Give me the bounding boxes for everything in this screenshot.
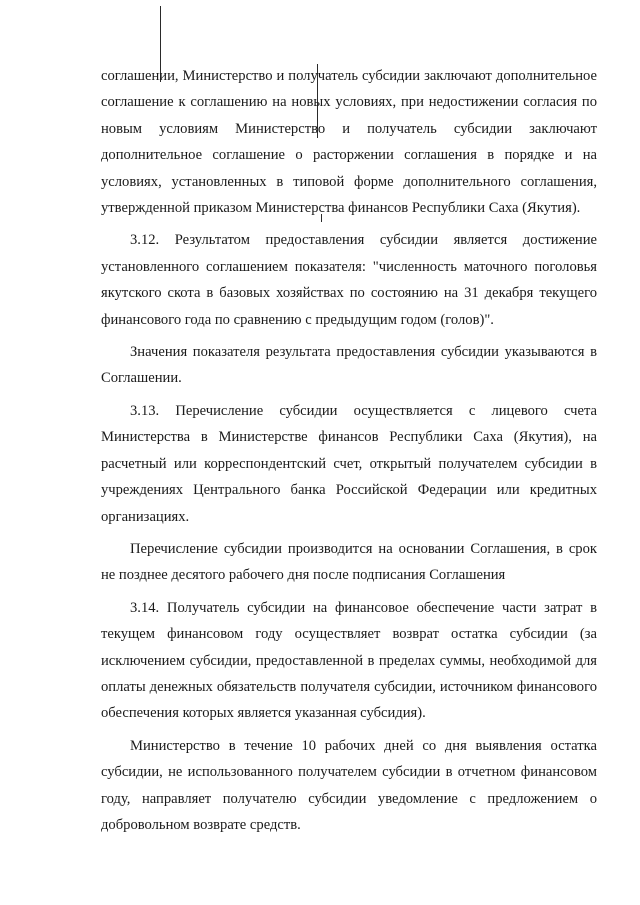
paragraph-transfer-terms: Перечисление субсидии производится на основании Соглашения, в срок не позднее десятого рабочего дня после подписания Соглашения [101, 540, 597, 584]
paragraph-continuation: соглашении, Министерство и получатель субсидии заключают дополнительное соглашение к соглашению на новых условиях, при недостижении согласия по новым условиям Министерство и получатель субсидии заключают дополнительное соглашение о расторжении соглашения в порядке и на условиях, установленных в типовой форме дополнительного соглашения, утвержденной приказом Министерства финансов Республики Саха (Якутия). [101, 68, 597, 217]
paragraph-3-14: 3.14. Получатель субсидии на финансовое обеспечение части затрат в текущем финансовом году осуществляет возврат остатка субсидии (за исключением субсидии, предоставленной в пределах суммы, необходимой для оплаты денежных обязательств получателя субсидии, источником финансового обеспечения которых является указанная субсидия). [101, 599, 597, 722]
document-body [101, 63, 597, 838]
paragraph-3-12: 3.12. Результатом предоставления субсидии является достижение установленного соглашением показателя: "численность маточного поголовья якутского скота в базовых хозяйствах по состоянию на 31 декабря текущего финансового года по сравнению с предыдущим годом (голов)". [101, 232, 597, 328]
paragraph-ministry-notice: Министерство в течение 10 рабочих дней со дня выявления остатка субсидии, не использованного получателем субсидии в отчетном финансовом году, направляет получателю субсидии уведомление с предложением о добровольном возврате средств. [101, 737, 597, 833]
paragraph-3-13: 3.13. Перечисление субсидии осуществляется с лицевого счета Министерства в Министерстве финансов Республики Саха (Якутия), на расчетный или корреспондентский счет, открытый получателем субсидии в учреждениях Центрального банка Российской Федерации или кредитных организациях. [101, 402, 597, 525]
paragraph-indicator-values: Значения показателя результата предоставления субсидии указываются в Соглашении. [101, 344, 597, 387]
